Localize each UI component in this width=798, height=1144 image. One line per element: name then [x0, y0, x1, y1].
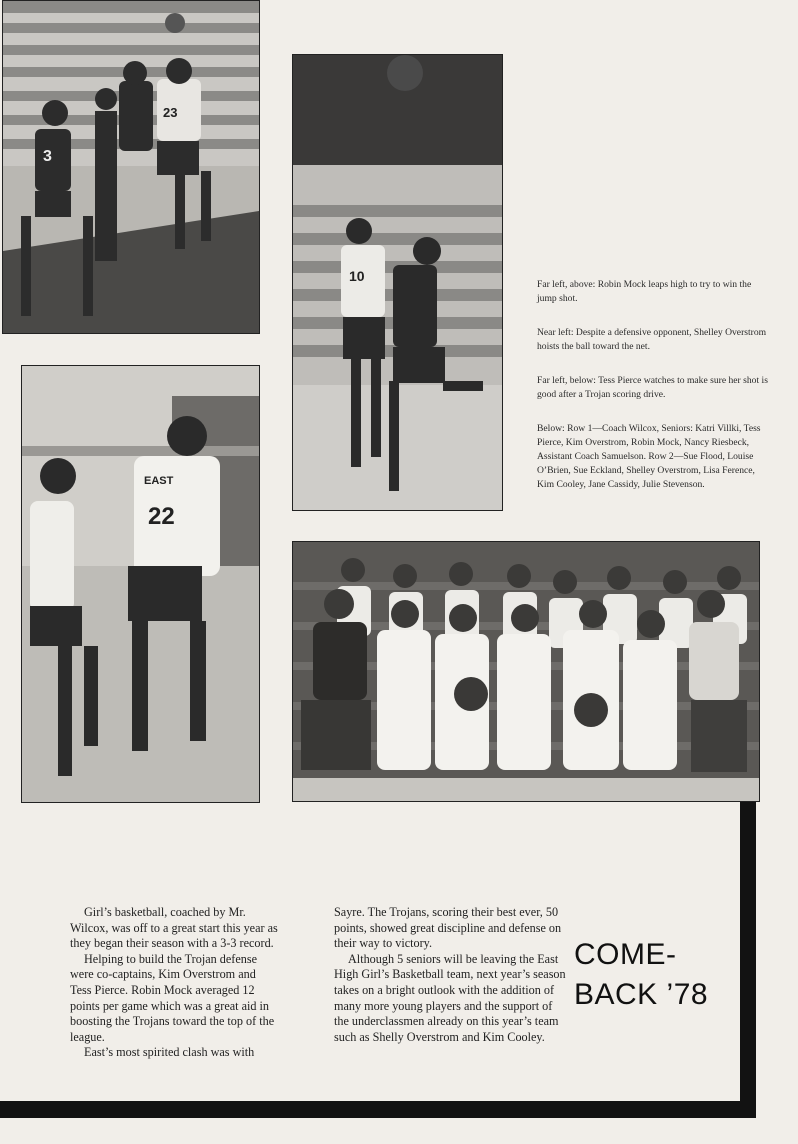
- jersey-number-left: 3: [43, 148, 52, 165]
- article-paragraph-3: East’s most spirited clash was with: [84, 1045, 255, 1060]
- decorative-bar-vertical: [740, 802, 756, 1118]
- photo-jump-ball: [2, 0, 260, 334]
- shot-net-illustration: [293, 55, 502, 510]
- photo-captions: [537, 278, 772, 492]
- basketball-icon: [165, 13, 185, 33]
- jump-ball-illustration: [3, 1, 259, 333]
- jersey-number-shooter: 22: [148, 503, 175, 530]
- team-portrait-illustration: [293, 542, 759, 801]
- photo-shot-net: [292, 54, 503, 511]
- caption-far-left-below: Far left, below: Tess Pierce watches to make sure her shot is good after a Trojan scoring drive.: [537, 375, 768, 400]
- caption-near-left: Near left: Despite a defensive opponent, Shelley Overstrom hoists the ball toward the net.: [537, 327, 767, 352]
- article-column-1: [70, 905, 280, 1061]
- jersey-number-right: 23: [163, 105, 178, 120]
- basketball-icon: [454, 677, 488, 711]
- article-paragraph-2: Helping to build the Trojan defense were co-captains, Kim Overstrom and Tess Pierce. Robin Mock averaged 12 points per game which was a great aid in boosting the Trojans toward the top of the league.: [70, 951, 275, 1044]
- decorative-bar-horizontal: [0, 1101, 756, 1118]
- caption-below: Below: Row 1—Coach Wilcox, Seniors: Katri Villki, Tess Pierce, Kim Overstrom, Robin Mock, Nancy Riesbeck, Assistant Coach Samuelson. Row 2—Sue Flood, Louise O’Brien, Sue Eckland, Shelley Overstrom, Lisa Ference, Kim Cooley, Jane Cassidy, Julie Stevenson.: [537, 423, 761, 490]
- photo-team: [292, 541, 760, 802]
- article-paragraph-3-continued: Sayre. The Trojans, scoring their best ever, 50 points, showed great discipline and defense on their way to victory.: [334, 905, 562, 951]
- page-headline: [574, 935, 744, 1015]
- caption-far-left-above: Far left, above: Robin Mock leaps high to try to win the jump shot.: [537, 279, 752, 304]
- basketball-icon: [387, 55, 423, 91]
- headline-line-2: BACK ’78: [574, 978, 709, 1011]
- jersey-team: EAST: [144, 475, 174, 487]
- article-column-2: [334, 905, 566, 1045]
- article-paragraph-4: Although 5 seniors will be leaving the East High Girl’s Basketball team, next year’s season takes on a bright outlook with the addition of many more young players and the support of the underclassmen already on this year’s team such as Shelly Overstrom and Kim Cooley.: [334, 951, 566, 1044]
- article-paragraph-1: Girl’s basketball, coached by Mr. Wilcox, was off to a great start this year as they began their season with a 3-3 record.: [70, 905, 278, 951]
- photo-shot-good: [21, 365, 260, 803]
- headline-line-1: COME-: [574, 938, 677, 971]
- shot-good-illustration: [22, 366, 259, 802]
- jersey-number-shooter: 10: [349, 268, 365, 284]
